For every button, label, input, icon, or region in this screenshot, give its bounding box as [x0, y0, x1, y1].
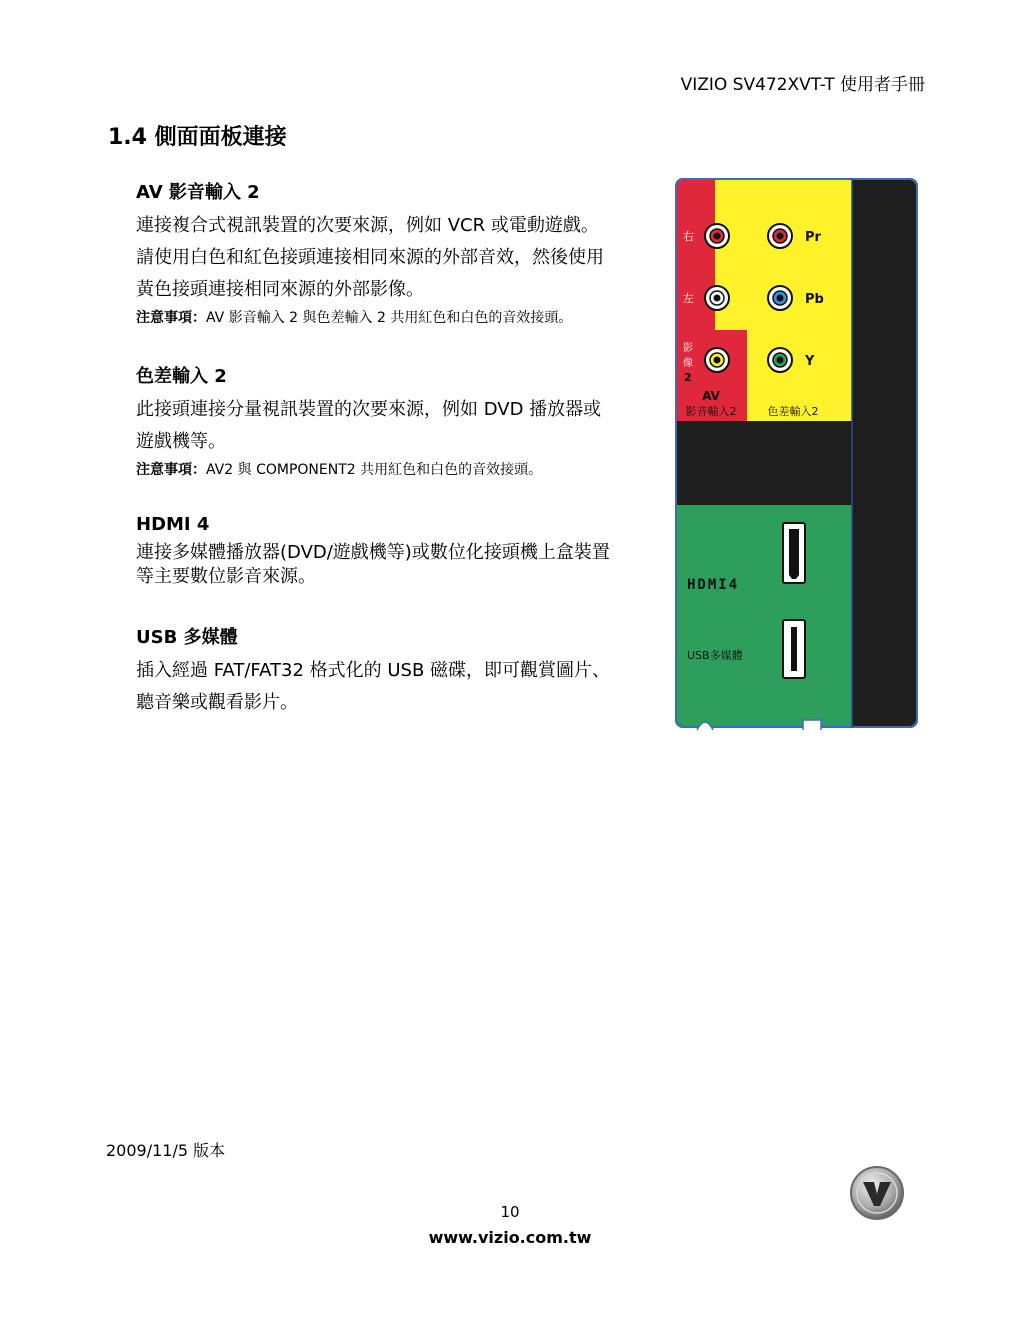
- component-note-label: 注意事項：: [136, 462, 206, 478]
- label-video-2: 像: [683, 358, 693, 369]
- usb-section: [136, 623, 664, 719]
- label-video-1: 影: [683, 343, 693, 354]
- label-video-3: 2: [684, 371, 692, 384]
- component-line-2: 遊戲機等。: [136, 431, 226, 452]
- hdmi-line-2: 等主要數位影音來源。: [136, 566, 316, 587]
- hdmi-section: [136, 514, 664, 589]
- av-line-1: 連接複合式視訊裝置的次要來源，例如 VCR 或電動遊戲。: [136, 215, 599, 236]
- component-line-1: 此接頭連接分量視訊裝置的次要來源，例如 DVD 播放器或: [136, 399, 602, 420]
- usb-line-2: 聽音樂或觀看影片。: [136, 692, 298, 713]
- footer-version: 2009/11/5 版本: [106, 1141, 226, 1160]
- av-note-label: 注意事項：: [136, 310, 206, 326]
- pb-jack-pin: [777, 295, 784, 302]
- label-y: Y: [805, 354, 815, 369]
- label-av: AV: [702, 389, 720, 403]
- video-jack-pin: [714, 357, 721, 364]
- usb-heading: USB 多媒體: [136, 627, 238, 648]
- label-hdmi: HDMI4: [687, 577, 740, 593]
- av-line-3: 黃色接頭連接相同來源的外部影像。: [136, 279, 424, 300]
- document-header-title: VIZIO SV472XVT-T 使用者手冊: [680, 75, 925, 95]
- hdmi-heading: HDMI 4: [136, 514, 210, 535]
- label-av-input: 影音輸入2: [685, 405, 737, 418]
- usb-port-slot: [791, 627, 797, 671]
- audio-right-jack-pin: [714, 233, 721, 240]
- label-left: 左: [683, 292, 694, 305]
- usb-line-1: 插入經過 FAT/FAT32 格式化的 USB 磁碟，即可觀賞圖片、: [136, 660, 611, 681]
- av-note: [136, 308, 664, 328]
- label-right: 右: [683, 230, 694, 243]
- footer-url[interactable]: www.vizio.com.tw: [428, 1228, 592, 1247]
- component-input-section: [136, 362, 664, 480]
- side-panel-diagram: [675, 178, 920, 730]
- hdmi-line-1: 連接多媒體播放器(DVD/遊戲機等)或數位化接頭機上盒裝置: [136, 542, 610, 563]
- av-input-heading: AV 影音輸入 2: [136, 182, 260, 203]
- component-input-heading: 色差輸入 2: [136, 366, 227, 387]
- component-note-text: AV2 與 COMPONENT2 共用紅色和白色的音效接頭。: [206, 462, 543, 478]
- hdmi-port-slot: [789, 529, 799, 579]
- av-note-text: AV 影音輸入 2 與色差輸入 2 共用紅色和白色的音效接頭。: [206, 310, 573, 326]
- label-usb: USB多媒體: [687, 649, 743, 662]
- label-pr: Pr: [805, 230, 821, 245]
- av-line-2: 請使用白色和紅色接頭連接相同來源的外部音效，然後使用: [136, 247, 604, 268]
- y-jack-pin: [777, 357, 784, 364]
- vizio-logo-icon: [848, 1164, 906, 1222]
- av-input-section: [136, 178, 664, 328]
- audio-left-jack-pin: [714, 295, 721, 302]
- content-column: [136, 178, 664, 743]
- component-note: [136, 460, 664, 480]
- label-component-input: 色差輸入2: [767, 405, 819, 418]
- pr-jack-pin: [777, 233, 784, 240]
- section-title: 1.4 側面面板連接: [108, 125, 287, 150]
- panel-green-zone: [675, 505, 852, 730]
- page-number: 10: [500, 1203, 520, 1221]
- panel-bottom-tab: [803, 720, 821, 730]
- label-pb: Pb: [805, 292, 824, 307]
